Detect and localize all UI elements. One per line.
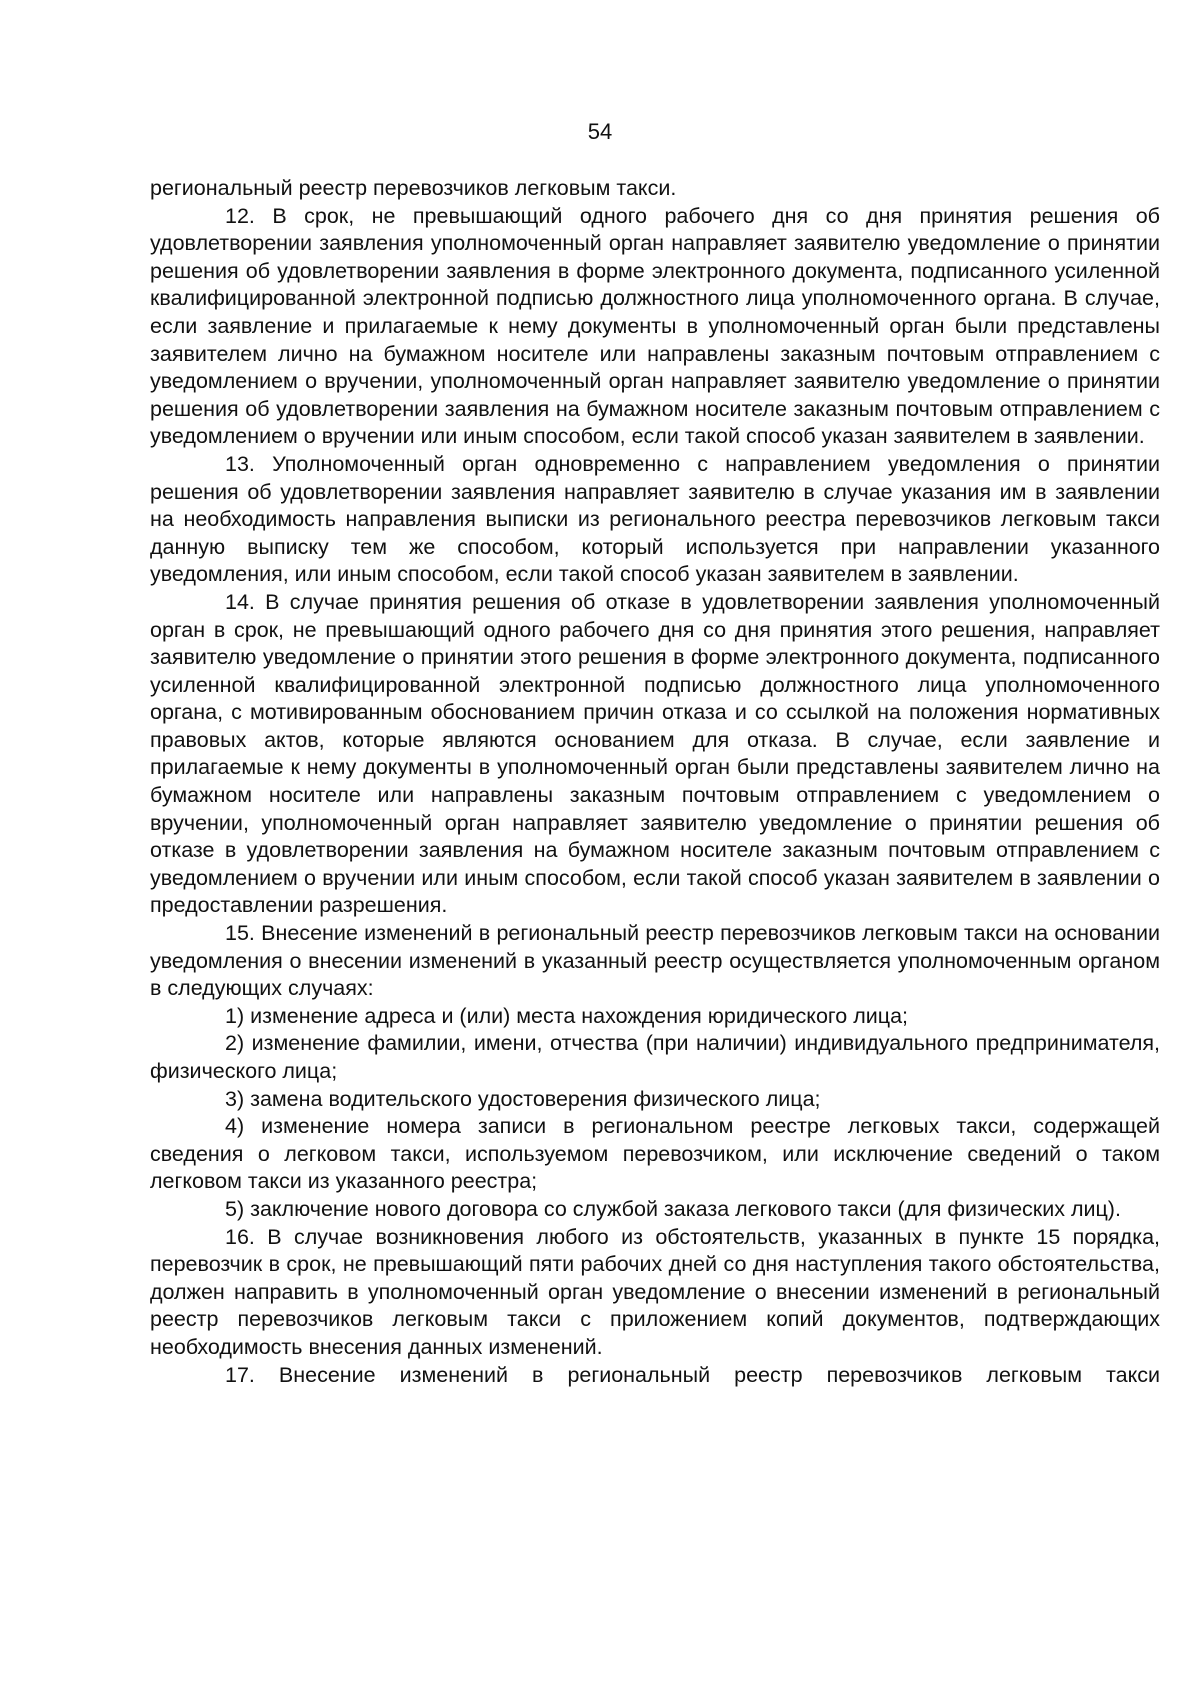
paragraph: 5) заключение нового договора со службой заказа легкового такси (для физических лиц). — [225, 1196, 1121, 1221]
paragraph: 3) замена водительского удостоверения физического лица; — [225, 1086, 821, 1111]
paragraph: 15. Внесение изменений в региональный реестр перевозчиков легковым такси на основании уведомления о внесении изменений в указанный реестр осуществляется уполномоченным органом в следующих случаях: — [150, 921, 1160, 1001]
document-body — [150, 175, 1160, 1389]
paragraph: 14. В случае принятия решения об отказе в удовлетворении заявления уполномоченный орган в срок, не превышающий одного рабочего дня со дня принятия этого решения, направляет заявителю уведомление о принятии этого решения в форме электронного документа, подписанного усиленной квалифицированной электронной подписью должностного лица уполномоченного органа, с мотивированным обоснованием причин отказа и со ссылкой на положения нормативных правовых актов, которые являются основанием для отказа. В случае, если заявление и прилагаемые к нему документы в уполномоченный орган были представлены заявителем лично на бумажном носителе или направлены заказным почтовым отправлением с уведомлением о вручении, уполномоченный орган направляет заявителю уведомление о принятии решения об отказе в удовлетворении заявления на бумажном носителе заказным почтовым отправлением с уведомлением о вручении или иным способом, если такой способ указан заявителем в заявлении о предоставлении разрешения. — [150, 589, 1160, 918]
paragraph: 17. Внесение изменений в региональный реестр перевозчиков легковым такси — [225, 1362, 1160, 1387]
paragraph: 2) изменение фамилии, имени, отчества (при наличии) индивидуального предпринимателя, физического лица; — [150, 1031, 1160, 1083]
paragraph: 16. В случае возникновения любого из обстоятельств, указанных в пункте 15 порядка, перевозчик в срок, не превышающий пяти рабочих дней со дня наступления такого обстоятельства, должен направить в уполномоченный орган уведомление о внесении изменений в региональный реестр перевозчиков легковым такси с приложением копий документов, подтверждающих необходимость внесения данных изменений. — [150, 1224, 1160, 1359]
page-number: 54 — [587, 119, 613, 144]
paragraph: 12. В срок, не превышающий одного рабочего дня со дня принятия решения об удовлетворении заявления уполномоченный орган направляет заявителю уведомление о принятии решения об удовлетворении заявления в форме электронного документа, подписанного усиленной квалифицированной электронной подписью должностного лица уполномоченного органа. В случае, если заявление и прилагаемые к нему документы в уполномоченный орган были представлены заявителем лично на бумажном носителе или направлены заказным почтовым отправлением с уведомлением о вручении, уполномоченный орган направляет заявителю уведомление о принятии решения об удовлетворении заявления на бумажном носителе заказным почтовым отправлением с уведомлением о вручении или иным способом, если такой способ указан заявителем в заявлении. — [150, 203, 1160, 449]
paragraph: региональный реестр перевозчиков легковым такси. — [150, 176, 677, 200]
paragraph: 4) изменение номера записи в региональном реестре легковых такси, содержащей сведения о легковом такси, используемом перевозчиком, или исключение сведений о таком легковом такси из указанного реестра; — [150, 1114, 1160, 1194]
paragraph: 13. Уполномоченный орган одновременно с направлением уведомления о принятии решения об удовлетворении заявления направляет заявителю в случае указания им в заявлении на необходимость направления выписки из регионального реестра перевозчиков легковым такси данную выписку тем же способом, который используется при направлении указанного уведомления, или иным способом, если такой способ указан заявителем в заявлении. — [150, 451, 1160, 587]
paragraph: 1) изменение адреса и (или) места нахождения юридического лица; — [225, 1003, 909, 1028]
